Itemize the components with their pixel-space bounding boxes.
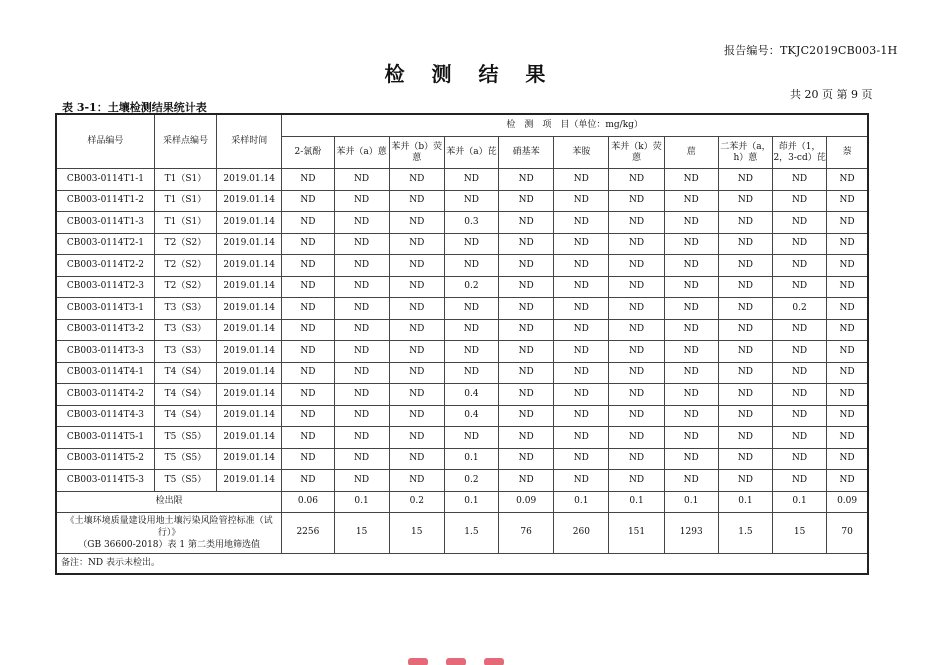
result-cell: ND <box>827 448 868 470</box>
result-cell: ND <box>773 405 827 427</box>
result-cell: ND <box>282 212 334 234</box>
result-cell: ND <box>718 448 772 470</box>
standard-value-cell: 15 <box>389 512 444 553</box>
result-cell: ND <box>609 470 664 492</box>
result-cell: ND <box>554 255 609 277</box>
standard-value-cell: 260 <box>554 512 609 553</box>
sampling-date-cell: 2019.01.14 <box>217 384 282 406</box>
result-cell: ND <box>664 405 718 427</box>
col-header-point: 采样点编号 <box>154 114 216 169</box>
col-header-item: 二苯并（a，h）蒽 <box>718 137 772 169</box>
result-cell: ND <box>554 233 609 255</box>
result-cell: ND <box>499 405 554 427</box>
page-counter: 共 20 页 第 9 页 <box>790 88 873 101</box>
sampling-point-cell: T4（S4） <box>154 362 216 384</box>
col-header-item: 苯胺 <box>554 137 609 169</box>
col-header-item: 苯并（a）蒽 <box>334 137 389 169</box>
result-cell: ND <box>664 233 718 255</box>
sampling-point-cell: T4（S4） <box>154 384 216 406</box>
result-cell: ND <box>282 233 334 255</box>
result-cell: ND <box>664 470 718 492</box>
result-cell: ND <box>334 319 389 341</box>
result-cell: ND <box>827 276 868 298</box>
result-cell: ND <box>554 341 609 363</box>
standard-value-cell: 15 <box>773 512 827 553</box>
sample-id-cell: CB003-0114T2-3 <box>56 276 154 298</box>
result-cell: ND <box>827 255 868 277</box>
result-cell: ND <box>389 212 444 234</box>
result-cell: ND <box>827 212 868 234</box>
result-cell: ND <box>773 427 827 449</box>
result-cell: ND <box>282 384 334 406</box>
result-cell: ND <box>499 190 554 212</box>
sampling-point-cell: T3（S3） <box>154 298 216 320</box>
result-cell: ND <box>499 276 554 298</box>
result-cell: ND <box>389 233 444 255</box>
result-cell: ND <box>718 255 772 277</box>
result-cell: ND <box>718 470 772 492</box>
sampling-point-cell: T5（S5） <box>154 427 216 449</box>
sample-id-cell: CB003-0114T4-1 <box>56 362 154 384</box>
table-row <box>56 362 868 384</box>
result-cell: ND <box>718 169 772 191</box>
result-cell: ND <box>827 319 868 341</box>
detection-limit-cell: 0.2 <box>389 491 444 512</box>
result-cell: ND <box>334 384 389 406</box>
result-cell: ND <box>827 362 868 384</box>
result-cell: ND <box>827 405 868 427</box>
result-cell: ND <box>609 190 664 212</box>
sampling-date-cell: 2019.01.14 <box>217 190 282 212</box>
result-cell: ND <box>827 169 868 191</box>
result-cell: ND <box>609 298 664 320</box>
result-cell: ND <box>773 470 827 492</box>
result-cell: ND <box>609 212 664 234</box>
result-cell: ND <box>334 341 389 363</box>
sampling-date-cell: 2019.01.14 <box>217 298 282 320</box>
result-cell: ND <box>334 427 389 449</box>
result-cell: ND <box>499 470 554 492</box>
result-cell: ND <box>609 276 664 298</box>
table-row <box>56 212 868 234</box>
result-cell: ND <box>282 298 334 320</box>
result-cell: 0.4 <box>444 405 498 427</box>
sample-id-cell: CB003-0114T5-3 <box>56 470 154 492</box>
result-cell: ND <box>609 169 664 191</box>
detection-limit-cell: 0.1 <box>773 491 827 512</box>
result-cell: ND <box>334 405 389 427</box>
result-cell: ND <box>554 319 609 341</box>
sampling-point-cell: T2（S2） <box>154 255 216 277</box>
sample-id-cell: CB003-0114T4-3 <box>56 405 154 427</box>
result-cell: 0.3 <box>444 212 498 234</box>
result-cell: 0.2 <box>444 276 498 298</box>
result-cell: ND <box>718 384 772 406</box>
sampling-date-cell: 2019.01.14 <box>217 405 282 427</box>
result-cell: ND <box>444 233 498 255</box>
result-cell: ND <box>718 212 772 234</box>
result-cell: ND <box>773 212 827 234</box>
result-cell: ND <box>664 319 718 341</box>
sample-id-cell: CB003-0114T3-2 <box>56 319 154 341</box>
result-cell: ND <box>827 298 868 320</box>
result-cell: ND <box>609 319 664 341</box>
result-cell: ND <box>718 341 772 363</box>
table-title: 表 3-1：土壤检测结果统计表 <box>62 101 207 114</box>
detection-limit-cell: 0.1 <box>444 491 498 512</box>
standard-row <box>56 512 868 553</box>
sample-id-cell: CB003-0114T2-1 <box>56 233 154 255</box>
table-row <box>56 319 868 341</box>
result-cell: ND <box>718 362 772 384</box>
standard-value-cell: 70 <box>827 512 868 553</box>
result-cell: ND <box>554 276 609 298</box>
sampling-date-cell: 2019.01.14 <box>217 362 282 384</box>
detection-limit-cell: 0.1 <box>718 491 772 512</box>
detection-limit-cell: 0.1 <box>334 491 389 512</box>
result-cell: ND <box>499 341 554 363</box>
result-cell: ND <box>554 212 609 234</box>
result-cell: ND <box>282 319 334 341</box>
sample-id-cell: CB003-0114T3-3 <box>56 341 154 363</box>
result-cell: ND <box>827 190 868 212</box>
result-cell: ND <box>389 319 444 341</box>
detection-limit-label: 检出限 <box>56 491 282 512</box>
standard-value-cell: 76 <box>499 512 554 553</box>
result-cell: ND <box>282 341 334 363</box>
sampling-point-cell: T4（S4） <box>154 405 216 427</box>
result-cell: ND <box>554 384 609 406</box>
result-cell: ND <box>664 341 718 363</box>
result-cell: ND <box>773 190 827 212</box>
result-cell: ND <box>389 276 444 298</box>
result-cell: ND <box>609 255 664 277</box>
sampling-point-cell: T5（S5） <box>154 470 216 492</box>
col-header-item: 苯并（k）荧蒽 <box>609 137 664 169</box>
result-cell: ND <box>334 362 389 384</box>
standard-label-line2: （GB 36600-2018）表 1 第二类用地筛选值 <box>78 539 260 550</box>
result-cell: ND <box>827 233 868 255</box>
result-cell: ND <box>444 190 498 212</box>
result-cell: ND <box>773 319 827 341</box>
sampling-date-cell: 2019.01.14 <box>217 448 282 470</box>
result-cell: ND <box>444 341 498 363</box>
result-cell: ND <box>609 362 664 384</box>
sampling-date-cell: 2019.01.14 <box>217 276 282 298</box>
table-row <box>56 427 868 449</box>
result-cell: ND <box>773 362 827 384</box>
result-cell: ND <box>499 319 554 341</box>
table-row <box>56 341 868 363</box>
table-row <box>56 169 868 191</box>
result-cell: ND <box>499 212 554 234</box>
result-cell: ND <box>554 169 609 191</box>
result-cell: ND <box>444 169 498 191</box>
result-cell: ND <box>334 169 389 191</box>
result-cell: 0.4 <box>444 384 498 406</box>
result-cell: ND <box>827 470 868 492</box>
result-cell: ND <box>827 384 868 406</box>
result-cell: ND <box>334 190 389 212</box>
result-cell: ND <box>554 427 609 449</box>
sampling-point-cell: T1（S1） <box>154 190 216 212</box>
result-cell: ND <box>334 255 389 277</box>
result-cell: ND <box>389 427 444 449</box>
col-header-item: 苯并（a）芘 <box>444 137 498 169</box>
result-cell: ND <box>389 362 444 384</box>
result-cell: ND <box>609 405 664 427</box>
result-cell: ND <box>334 298 389 320</box>
note-text: 备注：ND 表示未检出。 <box>56 553 868 574</box>
detection-limit-cell: 0.09 <box>827 491 868 512</box>
result-cell: ND <box>334 470 389 492</box>
result-cell: ND <box>664 362 718 384</box>
result-cell: ND <box>773 276 827 298</box>
result-cell: ND <box>282 255 334 277</box>
result-cell: ND <box>773 169 827 191</box>
sampling-date-cell: 2019.01.14 <box>217 233 282 255</box>
result-cell: ND <box>499 362 554 384</box>
table-row <box>56 233 868 255</box>
result-cell: ND <box>664 169 718 191</box>
results-table <box>55 113 869 575</box>
result-cell: ND <box>389 190 444 212</box>
result-cell: ND <box>609 233 664 255</box>
col-header-item: 苯并（b）荧蒽 <box>389 137 444 169</box>
sampling-point-cell: T2（S2） <box>154 276 216 298</box>
sampling-date-cell: 2019.01.14 <box>217 212 282 234</box>
result-cell: ND <box>444 319 498 341</box>
result-cell: ND <box>664 384 718 406</box>
result-cell: ND <box>827 427 868 449</box>
standard-value-cell: 1.5 <box>444 512 498 553</box>
result-cell: ND <box>554 190 609 212</box>
note-row <box>56 553 868 574</box>
result-cell: ND <box>773 448 827 470</box>
result-cell: ND <box>609 448 664 470</box>
sample-id-cell: CB003-0114T4-2 <box>56 384 154 406</box>
col-header-time: 采样时间 <box>217 114 282 169</box>
standard-value-cell: 2256 <box>282 512 334 553</box>
table-row <box>56 276 868 298</box>
col-header-item: 䓛 <box>664 137 718 169</box>
result-cell: ND <box>334 276 389 298</box>
col-header-item: 硝基苯 <box>499 137 554 169</box>
result-cell: ND <box>718 319 772 341</box>
result-cell: ND <box>664 190 718 212</box>
result-cell: ND <box>282 169 334 191</box>
col-header-item: 2-氯酚 <box>282 137 334 169</box>
standard-value-cell: 1293 <box>664 512 718 553</box>
result-cell: ND <box>664 298 718 320</box>
sampling-date-cell: 2019.01.14 <box>217 319 282 341</box>
col-header-item: 茚并（1，2，3-cd）芘 <box>773 137 827 169</box>
sampling-date-cell: 2019.01.14 <box>217 341 282 363</box>
sample-id-cell: CB003-0114T2-2 <box>56 255 154 277</box>
result-cell: ND <box>718 405 772 427</box>
result-cell: ND <box>282 470 334 492</box>
result-cell: ND <box>554 448 609 470</box>
table-row <box>56 470 868 492</box>
result-cell: ND <box>609 384 664 406</box>
result-cell: ND <box>773 341 827 363</box>
result-cell: ND <box>334 212 389 234</box>
result-cell: ND <box>499 233 554 255</box>
result-cell: ND <box>334 233 389 255</box>
result-cell: ND <box>389 448 444 470</box>
sampling-point-cell: T2（S2） <box>154 233 216 255</box>
result-cell: ND <box>282 448 334 470</box>
detection-limit-cell: 0.09 <box>499 491 554 512</box>
detection-limit-row <box>56 491 868 512</box>
result-cell: ND <box>664 212 718 234</box>
detection-limit-cell: 0.06 <box>282 491 334 512</box>
standard-label-line1: 《土壤环境质量建设用地土壤污染风险管控标准（试行）》 <box>65 515 273 538</box>
result-cell: ND <box>718 427 772 449</box>
sample-id-cell: CB003-0114T5-2 <box>56 448 154 470</box>
result-cell: ND <box>773 233 827 255</box>
result-cell: ND <box>334 448 389 470</box>
detection-limit-cell: 0.1 <box>609 491 664 512</box>
sampling-point-cell: T1（S1） <box>154 212 216 234</box>
col-header-items-group: 检 测 项 目（单位：mg/kg） <box>282 114 868 137</box>
col-header-sample-id: 样品编号 <box>56 114 154 169</box>
result-cell: ND <box>389 169 444 191</box>
result-cell: ND <box>773 384 827 406</box>
result-cell: ND <box>609 427 664 449</box>
result-cell: ND <box>664 427 718 449</box>
result-cell: 0.2 <box>773 298 827 320</box>
result-cell: ND <box>609 341 664 363</box>
sampling-date-cell: 2019.01.14 <box>217 255 282 277</box>
table-row <box>56 255 868 277</box>
sampling-point-cell: T5（S5） <box>154 448 216 470</box>
sample-id-cell: CB003-0114T1-1 <box>56 169 154 191</box>
col-header-item: 萘 <box>827 137 868 169</box>
result-cell: ND <box>499 298 554 320</box>
result-cell: ND <box>773 255 827 277</box>
result-cell: ND <box>554 298 609 320</box>
sample-id-cell: CB003-0114T3-1 <box>56 298 154 320</box>
table-row <box>56 384 868 406</box>
result-cell: ND <box>554 362 609 384</box>
result-cell: ND <box>282 362 334 384</box>
result-cell: ND <box>389 470 444 492</box>
standard-label <box>56 512 282 553</box>
result-cell: 0.2 <box>444 470 498 492</box>
sample-id-cell: CB003-0114T1-3 <box>56 212 154 234</box>
detection-limit-cell: 0.1 <box>554 491 609 512</box>
table-row <box>56 190 868 212</box>
result-cell: 0.1 <box>444 448 498 470</box>
result-cell: ND <box>718 190 772 212</box>
report-number: 报告编号：TKJC2019CB003-1H <box>724 44 898 57</box>
result-cell: ND <box>499 384 554 406</box>
page-title: 检 测 结 果 <box>384 62 556 86</box>
result-cell: ND <box>664 448 718 470</box>
result-cell: ND <box>444 298 498 320</box>
sample-id-cell: CB003-0114T5-1 <box>56 427 154 449</box>
standard-value-cell: 1.5 <box>718 512 772 553</box>
result-cell: ND <box>444 427 498 449</box>
result-cell: ND <box>499 169 554 191</box>
result-cell: ND <box>499 255 554 277</box>
result-cell: ND <box>718 298 772 320</box>
result-cell: ND <box>827 341 868 363</box>
result-cell: ND <box>389 341 444 363</box>
result-cell: ND <box>554 405 609 427</box>
sampling-date-cell: 2019.01.14 <box>217 427 282 449</box>
sample-id-cell: CB003-0114T1-2 <box>56 190 154 212</box>
result-cell: ND <box>664 255 718 277</box>
result-cell: ND <box>664 276 718 298</box>
result-cell: ND <box>389 255 444 277</box>
table-row <box>56 448 868 470</box>
sampling-date-cell: 2019.01.14 <box>217 169 282 191</box>
result-cell: ND <box>499 427 554 449</box>
standard-value-cell: 15 <box>334 512 389 553</box>
standard-value-cell: 151 <box>609 512 664 553</box>
result-cell: ND <box>718 233 772 255</box>
result-cell: ND <box>282 190 334 212</box>
sampling-point-cell: T3（S3） <box>154 319 216 341</box>
result-cell: ND <box>282 405 334 427</box>
result-cell: ND <box>389 384 444 406</box>
sampling-point-cell: T1（S1） <box>154 169 216 191</box>
result-cell: ND <box>718 276 772 298</box>
sampling-date-cell: 2019.01.14 <box>217 470 282 492</box>
sampling-point-cell: T3（S3） <box>154 341 216 363</box>
table-row <box>56 405 868 427</box>
stamp-fragment <box>408 650 548 665</box>
table-row <box>56 298 868 320</box>
result-cell: ND <box>282 276 334 298</box>
result-cell: ND <box>499 448 554 470</box>
result-cell: ND <box>282 427 334 449</box>
detection-limit-cell: 0.1 <box>664 491 718 512</box>
result-cell: ND <box>444 255 498 277</box>
result-cell: ND <box>554 470 609 492</box>
result-cell: ND <box>389 298 444 320</box>
result-cell: ND <box>389 405 444 427</box>
result-cell: ND <box>444 362 498 384</box>
